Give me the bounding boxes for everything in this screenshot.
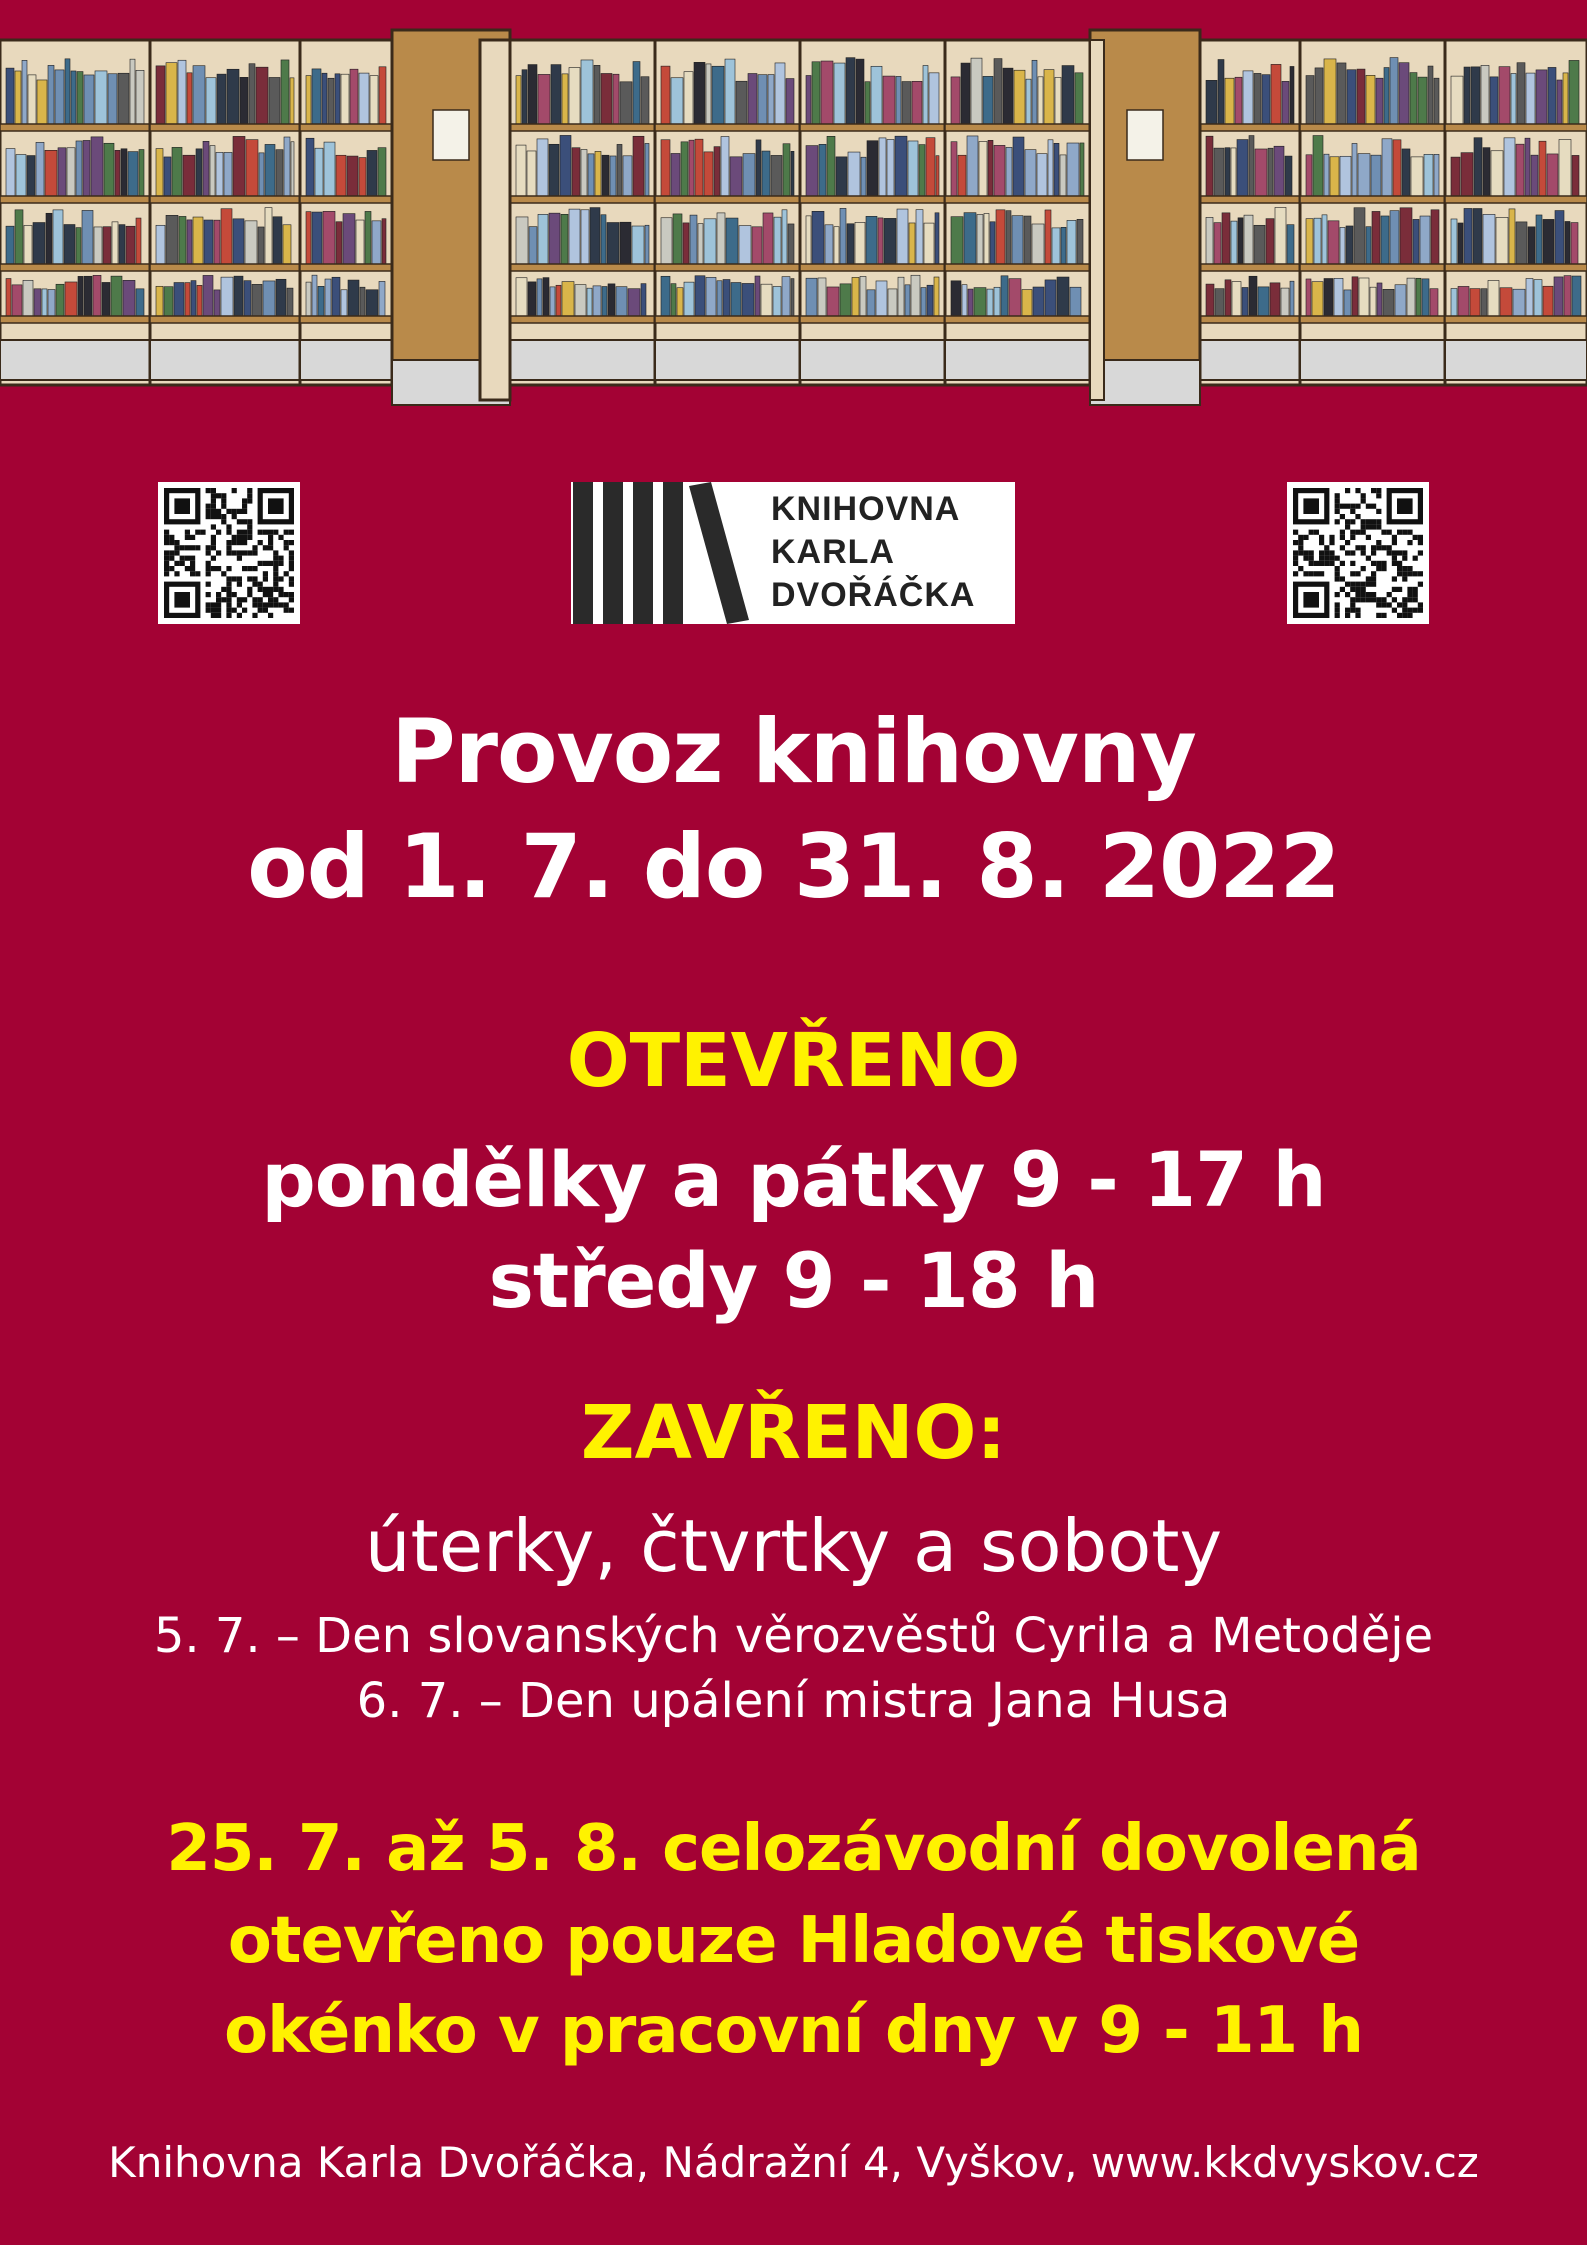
open-hours-line-1: pondělky a pátky 9 - 17 h [261, 1135, 1326, 1224]
books-logo-icon [571, 482, 761, 624]
qr-code-right [1287, 482, 1429, 624]
holiday-1: 5. 7. – Den slovanských věrozvěstů Cyrila a Metoděje [153, 1608, 1434, 1664]
vacation-line-1: 25. 7. až 5. 8. celozávodní dovolená [166, 1812, 1421, 1886]
logo-line-3: DVOŘÁČKA [771, 576, 976, 614]
vacation-line-3: okénko v pracovní dny v 9 - 11 h [224, 1994, 1363, 2068]
title-line-1: Provoz knihovny [391, 700, 1196, 803]
title-line-2: od 1. 7. do 31. 8. 2022 [247, 815, 1340, 918]
closed-heading: ZAVŘENO: [580, 1390, 1007, 1476]
open-heading: OTEVŘENO [566, 1018, 1021, 1104]
bookshelves-illustration [0, 0, 1587, 410]
logo-line-1: KNIHOVNA [771, 490, 961, 528]
open-hours-line-2: středy 9 - 18 h [488, 1236, 1099, 1325]
logo-line-2: KARLA [771, 533, 895, 571]
closed-days: úterky, čtvrtky a soboty [364, 1504, 1223, 1588]
footer-address: Knihovna Karla Dvořáčka, Nádražní 4, Vyškov, www.kkdvyskov.cz [108, 2138, 1479, 2187]
vacation-line-2: otevřeno pouze Hladové tiskové [227, 1904, 1360, 1978]
holiday-2: 6. 7. – Den upálení mistra Jana Husa [356, 1673, 1231, 1729]
library-logo [571, 482, 1015, 624]
qr-code-left [158, 482, 300, 624]
